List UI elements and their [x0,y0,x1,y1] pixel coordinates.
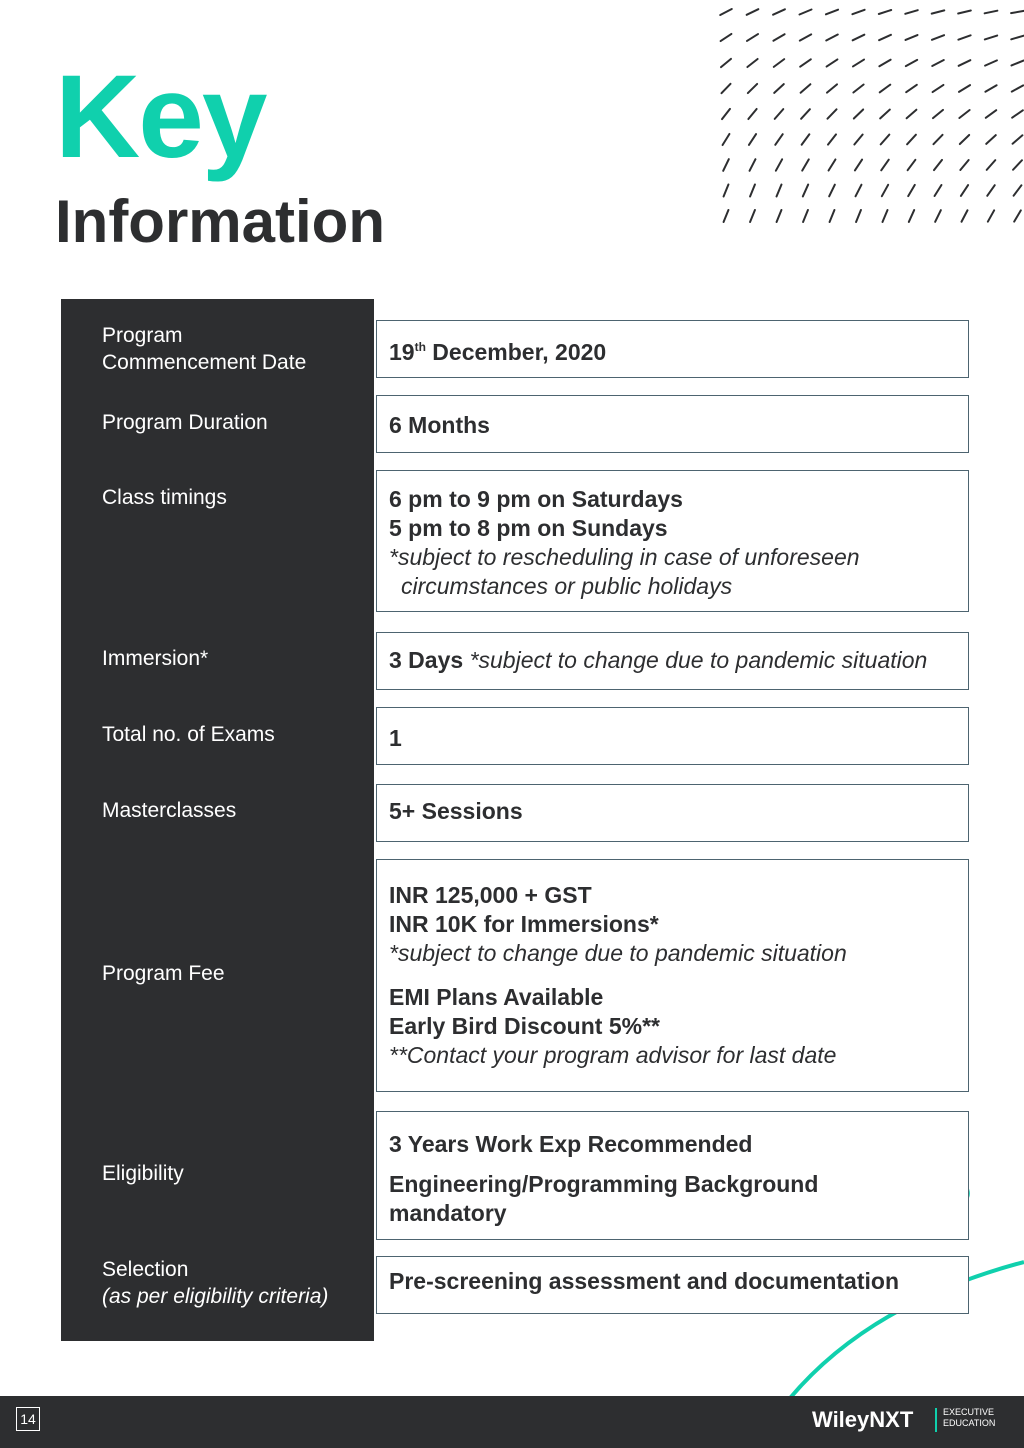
dash-mark [906,85,917,92]
dash-mark [961,210,967,222]
value-immersion: 3 Days *subject to change due to pandemic situation [376,632,969,690]
page-title-key: Key [55,51,266,183]
dash-mark [829,159,836,170]
dash-mark [932,60,944,66]
dash-mark [775,134,782,145]
dash-mark [959,110,969,118]
dash-mark [985,60,997,65]
label-duration: Program Duration [102,411,268,434]
dash-mark [777,210,782,222]
dash-mark [801,84,811,93]
dash-mark [961,185,968,196]
dash-mark [748,109,756,119]
label-immersion: Immersion* [102,647,209,670]
dash-mark [774,84,784,93]
dash-mark [747,9,759,15]
dash-mark [720,9,732,15]
dash-mark [749,134,756,145]
dash-mark [829,185,835,197]
dash-mark [958,11,971,14]
dash-mark [800,59,811,66]
dash-mark [722,109,730,119]
footer-bar [0,1396,1024,1448]
dash-mark [959,85,970,92]
dash-mark [853,85,863,93]
dash-mark [932,35,944,40]
label-masterclasses: Masterclasses [102,799,237,822]
dash-mark [724,184,729,196]
dash-mark [960,135,969,144]
dash-mark [934,160,942,170]
dash-mark [724,210,729,222]
dash-mark [880,110,890,119]
dash-mark [933,110,943,118]
dash-mark [906,60,917,66]
dash-mark [853,60,864,67]
dash-mark [776,185,781,197]
dash-mark [958,35,970,39]
dash-mark [987,185,995,196]
dash-mark [747,34,758,41]
dash-mark [750,159,756,171]
dash-mark [723,134,730,145]
dash-mark [959,60,971,66]
dash-mark [830,210,835,222]
dash-mark [856,210,861,222]
value-commencement: 19th December, 2020 [376,320,969,378]
dash-mark [802,159,809,170]
dash-mark [881,160,888,171]
dash-mark [801,109,810,119]
dash-mark [879,60,890,67]
dash-mark [852,10,864,14]
dash-mark [880,85,890,93]
dash-mark [986,135,996,144]
dash-mark [1014,210,1021,221]
dash-mark [881,135,890,145]
value-exams: 1 [376,707,969,765]
dash-mark [1011,11,1024,13]
dash-mark [907,110,917,119]
dash-mark [1013,135,1023,143]
dash-mark [721,34,732,41]
dash-mark [854,134,862,144]
dash-mark [855,160,862,171]
dash-mark [773,9,785,14]
dash-mark [905,35,917,40]
value-duration: 6 Months [376,395,969,453]
dash-mark [935,210,941,222]
dash-mark [828,134,836,144]
dash-mark [882,210,887,222]
dash-mark [774,59,784,67]
dash-mark [988,210,994,221]
dash-mark [1012,110,1023,117]
dash-mark [933,85,944,92]
dash-mark [907,135,916,145]
dash-mark [882,185,888,196]
value-eligibility: 3 Years Work Exp Recommended Engineering/Programming Background mandatory [376,1111,969,1240]
dash-mark [773,34,784,41]
label-commencement: Program Commencement Date [102,324,307,374]
dash-mark [879,35,891,40]
dash-mark [987,160,996,170]
page-number: 14 [16,1407,40,1431]
dash-mark [800,34,811,40]
dash-mark [985,85,996,92]
label-eligibility: Eligibility [102,1162,184,1185]
dash-mark [776,159,782,170]
dash-mark [905,10,917,14]
dash-mark [854,109,863,118]
page-title-information: Information [55,188,385,255]
dash-mark [775,109,784,119]
dash-mark [1011,61,1023,66]
dash-mark [721,84,730,93]
value-selection: Pre-screening assessment and documentation [376,1256,969,1314]
dash-mark [935,185,942,196]
dash-mark [803,185,808,197]
label-class-timings: Class timings [102,486,227,509]
dash-mark [827,109,836,118]
dash-mark [803,210,808,222]
dash-mark [908,185,915,196]
dash-mark [748,84,757,93]
dash-mark [802,134,810,144]
dash-mark [853,35,865,41]
dash-pattern-decoration [712,0,1024,240]
label-program-fee: Program Fee [102,962,225,985]
dash-mark [826,35,838,41]
dash-mark [1013,160,1022,170]
value-masterclasses: 5+ Sessions [376,784,969,842]
dash-mark [908,160,916,170]
dash-mark [986,110,996,118]
dash-mark [800,9,812,14]
dash-mark [750,184,755,196]
dash-mark [1014,185,1022,195]
dash-mark [960,160,968,170]
dash-mark [750,210,755,222]
dash-mark [827,59,838,66]
brand-logo-text: WileyNXT [812,1407,914,1432]
brand-separator [935,1408,937,1432]
dash-mark [721,59,731,67]
value-class-timings: 6 pm to 9 pm on Saturdays 5 pm to 8 pm on Sundays *subject to rescheduling in case of unforeseen circumstances or public holidays [376,470,969,612]
dash-mark [723,159,729,171]
dash-mark [985,11,998,14]
dash-mark [747,59,757,67]
dash-mark [856,185,862,197]
label-selection: Selection (as per eligibility criteria) [102,1258,329,1308]
brand-subtitle: EXECUTIVE EDUCATION [943,1407,996,1428]
dash-mark [1011,36,1023,40]
dash-mark [827,84,837,92]
dash-mark [933,135,942,144]
dash-mark [909,210,914,222]
dash-mark [879,10,891,14]
dash-mark [932,10,945,13]
dash-mark [1012,85,1023,91]
label-exams: Total no. of Exams [102,723,275,746]
dash-mark [826,10,838,15]
value-program-fee: INR 125,000 + GST INR 10K for Immersions* *subject to change due to pandemic situation EMI Plans Available Early Bird Discount 5%** **Contact your program advisor for last date [376,859,969,1092]
dash-mark [985,36,997,40]
